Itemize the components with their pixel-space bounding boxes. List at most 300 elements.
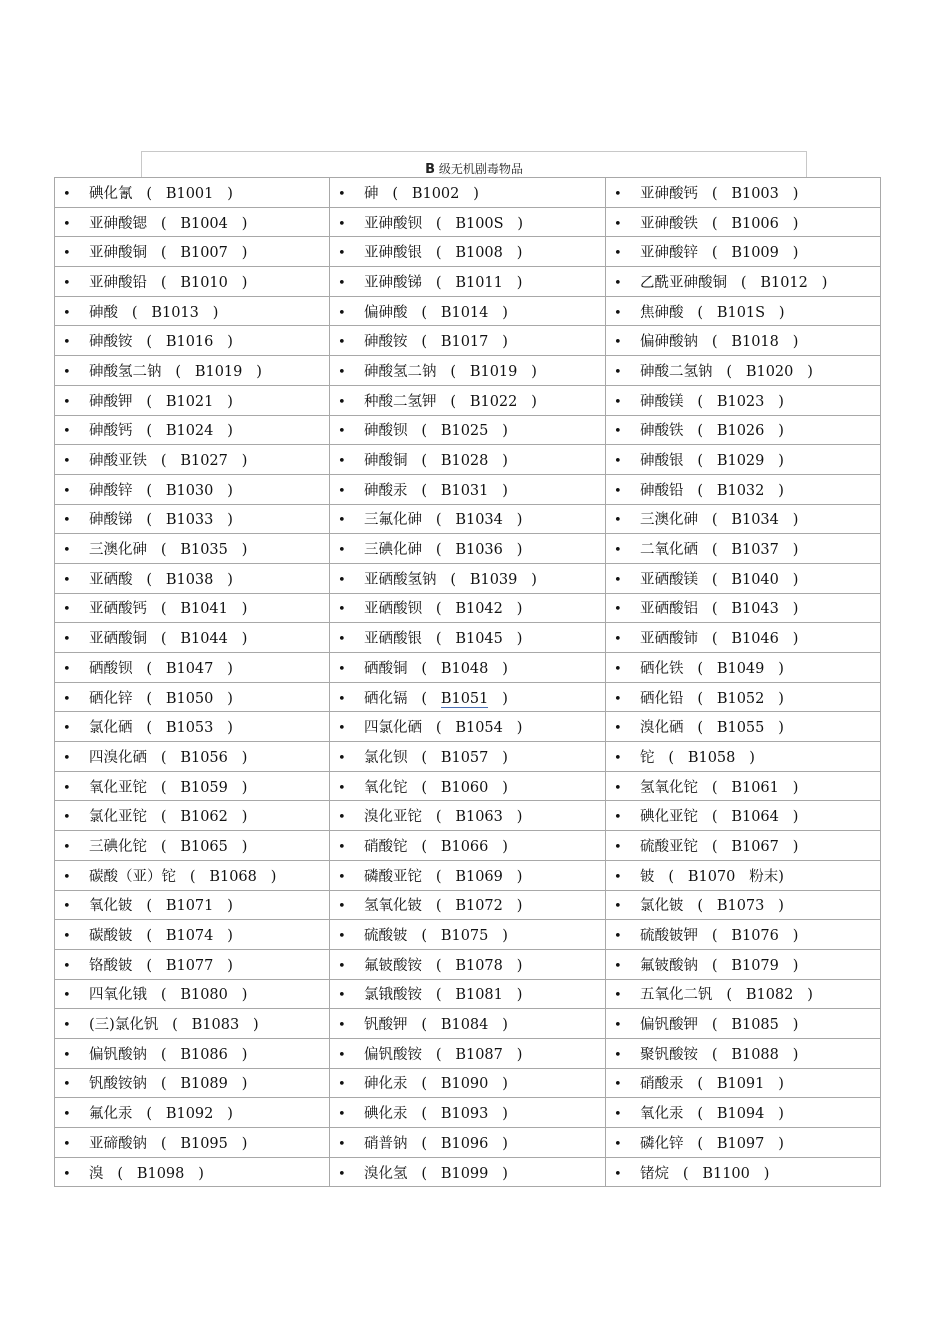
substance-name: 砷酸铵	[364, 334, 408, 351]
substance-name: 氢氧化铊	[640, 779, 698, 796]
substance-code: B1071	[165, 898, 214, 915]
table-cell: • 氯化铍 ( B1073 )	[606, 890, 881, 920]
bullet-icon: •	[338, 543, 346, 559]
table-cell: • 碘化亚铊 ( B1064 )	[606, 801, 881, 831]
table-cell: • 氢氧化铍 ( B1072 )	[330, 890, 606, 920]
table-body	[55, 178, 881, 1187]
bullet-icon: •	[63, 216, 71, 232]
table-row	[55, 1098, 881, 1128]
substance-name: 四氯化硒	[364, 720, 422, 737]
substance-code: B1019	[469, 363, 518, 380]
substance-name: 砷酸汞	[364, 482, 408, 499]
substance-name: 乙酰亚砷酸铜	[640, 274, 727, 291]
bullet-icon: •	[63, 988, 71, 1004]
substance-name: 亚砷酸锌	[640, 245, 698, 262]
bullet-icon: •	[63, 246, 71, 262]
table-row	[55, 801, 881, 831]
substance-code: B1013	[151, 304, 199, 321]
substance-name: 砷酸氢二钠	[364, 363, 437, 380]
substance-name: 亚碲酸钠	[89, 1135, 147, 1152]
substance-code: B1090	[440, 1076, 489, 1093]
table-cell: • 亚砷酸铜 ( B1007 )	[55, 237, 330, 267]
substance-name: 铬酸铍	[89, 957, 133, 974]
substance-name: 聚钒酸铵	[640, 1046, 698, 1063]
substance-code: B1088	[731, 1046, 779, 1063]
table-cell: • 氯化钡 ( B1057 )	[330, 742, 606, 772]
bullet-icon: •	[338, 246, 346, 262]
bullet-icon: •	[338, 810, 346, 826]
table-cell: • 砷酸钙 ( B1024 )	[55, 415, 330, 445]
substance-code: B1057	[440, 749, 489, 766]
bullet-icon: •	[338, 721, 346, 737]
table-cell: • 亚砷酸锑 ( B1011 )	[330, 267, 606, 297]
table-cell: • 溴 ( B1098 )	[55, 1157, 330, 1187]
bullet-icon: •	[63, 958, 71, 974]
table-cell: • 三碘化砷 ( B1036 )	[330, 534, 606, 564]
table-cell: • 偏钒酸钠 ( B1086 )	[55, 1038, 330, 1068]
substance-name: 溴化亚铊	[364, 809, 422, 826]
table-cell: • 溴化亚铊 ( B1063 )	[330, 801, 606, 831]
bullet-icon: •	[338, 394, 346, 410]
substance-name: 钒酸铵钠	[89, 1076, 147, 1093]
substance-name: 亚砷酸钡	[364, 215, 422, 232]
bullet-icon: •	[63, 1047, 71, 1063]
substance-code: B1036	[455, 542, 503, 559]
table-cell: • 种酸二氢钾 ( B1022 )	[330, 385, 606, 415]
table-cell: • 硒化铅 ( B1052 )	[606, 682, 881, 712]
substance-name: 碘化汞	[364, 1106, 408, 1123]
substance-name: 砷酸亚铁	[89, 453, 147, 470]
table-cell: • 亚砷酸锌 ( B1009 )	[606, 237, 881, 267]
substance-name: 硫酸铍	[364, 928, 408, 945]
substance-code: B1016	[165, 334, 214, 351]
substance-name: 亚硒酸	[89, 571, 133, 588]
substance-note: 粉末)	[749, 868, 784, 885]
table-cell: • 硝普钠 ( B1096 )	[330, 1128, 606, 1158]
bullet-icon: •	[63, 869, 71, 885]
bullet-icon: •	[338, 483, 346, 499]
bullet-icon: •	[614, 839, 622, 855]
table-cell: • 氯锇酸铵 ( B1081 )	[330, 979, 606, 1009]
substance-name: 三澳化砷	[640, 512, 698, 529]
substance-code: B1051	[440, 690, 489, 707]
substance-name: 氧化铍	[89, 898, 133, 915]
bullet-icon: •	[614, 602, 622, 618]
substance-code: B1017	[440, 334, 489, 351]
substance-code: B1100	[702, 1165, 750, 1182]
table-cell: • 亚硒酸铝 ( B1043 )	[606, 593, 881, 623]
substance-name: 砷酸氢二钠	[89, 363, 162, 380]
substance-code: B1011	[455, 274, 503, 291]
table-cell: • 铬酸铍 ( B1077 )	[55, 949, 330, 979]
table-row	[55, 712, 881, 742]
bullet-icon: •	[63, 543, 71, 559]
table-cell: • 硝酸汞 ( B1091 )	[606, 1068, 881, 1098]
bullet-icon: •	[63, 275, 71, 291]
substance-name: 三氟化砷	[364, 512, 422, 529]
bullet-icon: •	[614, 958, 622, 974]
substance-name: 三碘化砷	[364, 542, 422, 559]
table-cell: • 氟化汞 ( B1092 )	[55, 1098, 330, 1128]
table-cell: • (三)氯化钒 ( B1083 )	[55, 1009, 330, 1039]
substance-code: B1095	[180, 1135, 228, 1152]
bullet-icon: •	[63, 454, 71, 470]
substance-name: 亚砷酸钙	[640, 185, 698, 202]
substance-code: B1034	[455, 512, 503, 529]
bullet-icon: •	[338, 988, 346, 1004]
table-cell: • 砷酸钾 ( B1021 )	[55, 385, 330, 415]
substance-code: B1002	[411, 185, 460, 202]
bullet-icon: •	[614, 1136, 622, 1152]
table-cell: • 砷酸银 ( B1029 )	[606, 445, 881, 475]
table-cell: • 亚硒酸镁 ( B1040 )	[606, 563, 881, 593]
substance-code: B1025	[440, 423, 489, 440]
table-row	[55, 593, 881, 623]
table-cell: • 偏钒酸铵 ( B1087 )	[330, 1038, 606, 1068]
bullet-icon: •	[63, 750, 71, 766]
table-cell: • 砷酸铅 ( B1032 )	[606, 474, 881, 504]
bullet-icon: •	[614, 186, 622, 202]
substance-name: 亚砷酸铁	[640, 215, 698, 232]
substance-code: B1009	[731, 245, 779, 262]
bullet-icon: •	[63, 661, 71, 677]
bullet-icon: •	[63, 691, 71, 707]
substance-name: 硒化铁	[640, 660, 684, 677]
table-cell: • 砷酸铵 ( B1017 )	[330, 326, 606, 356]
table-row	[55, 890, 881, 920]
substance-code: B1021	[165, 393, 214, 410]
substance-name: 亚硒酸银	[364, 631, 422, 648]
substance-code: B1019	[194, 363, 243, 380]
bullet-icon: •	[338, 364, 346, 380]
table-row	[55, 920, 881, 950]
bullet-icon: •	[338, 1107, 346, 1123]
bullet-icon: •	[63, 1166, 71, 1182]
substance-name: 氯化钡	[364, 749, 408, 766]
bullet-icon: •	[614, 929, 622, 945]
table-cell: • 聚钒酸铵 ( B1088 )	[606, 1038, 881, 1068]
substance-code: B1082	[745, 987, 794, 1004]
bullet-icon: •	[338, 1166, 346, 1182]
table-cell: • 磷酸亚铊 ( B1069 )	[330, 860, 606, 890]
substance-name: 砷酸铁	[640, 423, 684, 440]
substance-name: 硝酸铊	[364, 838, 408, 855]
substance-code: B1050	[165, 690, 214, 707]
table-cell: • 氧化铍 ( B1071 )	[55, 890, 330, 920]
substance-code: B1014	[440, 304, 489, 321]
substance-code: B1054	[455, 720, 503, 737]
table-cell: • 碘化氰 ( B1001 )	[55, 178, 330, 208]
substance-code: B1058	[687, 749, 736, 766]
table-row	[55, 207, 881, 237]
table-cell: • 硫酸铍钾 ( B1076 )	[606, 920, 881, 950]
substance-code: B1080	[180, 987, 228, 1004]
table-cell: • 三澳化砷 ( B1035 )	[55, 534, 330, 564]
substance-code: B100S	[455, 215, 504, 232]
substance-code: B1096	[440, 1135, 489, 1152]
substance-code: B1037	[731, 542, 779, 559]
bullet-icon: •	[614, 335, 622, 351]
table-row	[55, 1128, 881, 1158]
table-cell: • 硒化镉 ( B1051 )	[330, 682, 606, 712]
substance-name: 硫酸亚铊	[640, 838, 698, 855]
substance-code: B1024	[165, 423, 214, 440]
substance-code: B1049	[716, 660, 765, 677]
bullet-icon: •	[614, 1107, 622, 1123]
table-row	[55, 563, 881, 593]
table-cell: • 砷酸铜 ( B1028 )	[330, 445, 606, 475]
bullet-icon: •	[614, 661, 622, 677]
substance-name: 碘化亚铊	[640, 809, 698, 826]
substance-name: 亚砷酸铅	[89, 274, 147, 291]
substance-code: B1008	[455, 245, 503, 262]
table-cell: • 亚砷酸铁 ( B1006 )	[606, 207, 881, 237]
bullet-icon: •	[614, 543, 622, 559]
substance-code: B1028	[440, 453, 489, 470]
table-cell: • 亚硒酸 ( B1038 )	[55, 563, 330, 593]
substance-name: 碘化氰	[89, 185, 133, 202]
substance-name: 亚硒酸镁	[640, 571, 698, 588]
bullet-icon: •	[338, 1136, 346, 1152]
bullet-icon: •	[614, 216, 622, 232]
substance-name: 氢氧化铍	[364, 898, 422, 915]
substance-name: 氧化汞	[640, 1106, 684, 1123]
table-cell: • 砷酸铁 ( B1026 )	[606, 415, 881, 445]
table-cell: • 砷酸氢二钠 ( B1019 )	[55, 356, 330, 386]
substance-code: B1047	[165, 660, 214, 677]
substance-code: B1035	[180, 542, 228, 559]
substance-code: B1078	[455, 957, 503, 974]
table-cell: • 砷酸汞 ( B1031 )	[330, 474, 606, 504]
bullet-icon: •	[63, 1107, 71, 1123]
table-row	[55, 237, 881, 267]
bullet-icon: •	[614, 572, 622, 588]
bullet-icon: •	[614, 750, 622, 766]
table-cell: • 硒化锌 ( B1050 )	[55, 682, 330, 712]
substance-name: 溴	[89, 1165, 104, 1182]
substance-code: B1045	[455, 631, 503, 648]
substance-name: 砷酸银	[640, 453, 684, 470]
substance-code: B1075	[440, 928, 489, 945]
substance-code: B1070	[687, 868, 736, 885]
title-text: 级无机剧毒物品	[438, 162, 523, 176]
substance-name: 亚硒酸钡	[364, 601, 422, 618]
substance-name: 溴化氢	[364, 1165, 408, 1182]
bullet-icon: •	[614, 869, 622, 885]
table-cell: • 铊 ( B1058 )	[606, 742, 881, 772]
substance-code: B1081	[455, 987, 503, 1004]
substance-name: 砷酸铜	[364, 453, 408, 470]
table-cell: • 五氧化二钒 ( B1082 )	[606, 979, 881, 1009]
bullet-icon: •	[63, 364, 71, 380]
table-row	[55, 504, 881, 534]
substance-name: 三碘化铊	[89, 838, 147, 855]
table-cell: • 砷酸钡 ( B1025 )	[330, 415, 606, 445]
bullet-icon: •	[614, 394, 622, 410]
substance-name: 三澳化砷	[89, 542, 147, 559]
substance-code: B1092	[165, 1106, 214, 1123]
table-row	[55, 949, 881, 979]
bullet-icon: •	[63, 513, 71, 529]
table-cell: • 锗烷 ( B1100 )	[606, 1157, 881, 1187]
table-cell: • 亚硒酸钙 ( B1041 )	[55, 593, 330, 623]
bullet-icon: •	[338, 929, 346, 945]
bullet-icon: •	[614, 454, 622, 470]
table-cell: • 四氧化锇 ( B1080 )	[55, 979, 330, 1009]
substance-name: 偏钒酸铵	[364, 1046, 422, 1063]
substance-name: 磷酸亚铊	[364, 868, 422, 885]
bullet-icon: •	[63, 899, 71, 915]
substance-code: B1086	[180, 1046, 228, 1063]
table-cell: • 氧化亚铊 ( B1059 )	[55, 771, 330, 801]
bullet-icon: •	[614, 1047, 622, 1063]
substance-code: B1046	[731, 631, 779, 648]
substance-code: B1085	[731, 1017, 779, 1034]
table-cell: • 乙酰亚砷酸铜 ( B1012 )	[606, 267, 881, 297]
substance-code: B1098	[136, 1165, 185, 1182]
substance-code: B1034	[731, 512, 779, 529]
table-cell: • 硫酸铍 ( B1075 )	[330, 920, 606, 950]
table-cell: • 砷 ( B1002 )	[330, 178, 606, 208]
table-cell: • 偏钒酸钾 ( B1085 )	[606, 1009, 881, 1039]
table-cell: • 三碘化铊 ( B1065 )	[55, 831, 330, 861]
substance-name: 氯化铍	[640, 898, 684, 915]
table-row	[55, 178, 881, 208]
table-cell: • 碳酸（亚）铊 ( B1068 )	[55, 860, 330, 890]
bullet-icon: •	[63, 572, 71, 588]
bullet-icon: •	[338, 275, 346, 291]
substance-code: B1087	[455, 1046, 503, 1063]
bullet-icon: •	[614, 1077, 622, 1093]
substance-name: 氟铍酸钠	[640, 957, 698, 974]
table-row	[55, 1068, 881, 1098]
substance-name: 砷酸二氢钠	[640, 363, 713, 380]
table-cell: • 亚砷酸锶 ( B1004 )	[55, 207, 330, 237]
table-cell: • 碘化汞 ( B1093 )	[330, 1098, 606, 1128]
substance-code: B1030	[165, 482, 214, 499]
table-cell: • 亚硒酸铈 ( B1046 )	[606, 623, 881, 653]
bullet-icon: •	[63, 721, 71, 737]
substance-code: B1010	[180, 274, 228, 291]
bullet-icon: •	[614, 424, 622, 440]
bullet-icon: •	[338, 513, 346, 529]
substance-name: 硝酸汞	[640, 1076, 684, 1093]
bullet-icon: •	[614, 1018, 622, 1034]
bullet-icon: •	[614, 988, 622, 1004]
substance-name: 砷酸钙	[89, 423, 133, 440]
table-cell: • 氧化铊 ( B1060 )	[330, 771, 606, 801]
table-row	[55, 979, 881, 1009]
bullet-icon: •	[614, 632, 622, 648]
substance-code: B1077	[165, 957, 214, 974]
substance-name: 砷酸铵	[89, 334, 133, 351]
table-cell: • 溴化氢 ( B1099 )	[330, 1157, 606, 1187]
bullet-icon: •	[63, 1077, 71, 1093]
substance-name: 硒酸钡	[89, 660, 133, 677]
substance-code: B1068	[209, 868, 257, 885]
table-row	[55, 534, 881, 564]
substance-code: B1089	[180, 1076, 228, 1093]
table-cell: • 砷酸铵 ( B1016 )	[55, 326, 330, 356]
substance-code: B1001	[165, 185, 214, 202]
substance-name: 亚硒酸铈	[640, 631, 698, 648]
table-row	[55, 296, 881, 326]
table-cell: • 硫酸亚铊 ( B1067 )	[606, 831, 881, 861]
table-cell: • 砷酸镁 ( B1023 )	[606, 385, 881, 415]
substance-name: 硒化锌	[89, 690, 133, 707]
table-cell: • 三澳化砷 ( B1034 )	[606, 504, 881, 534]
substance-name: 偏砷酸	[364, 304, 408, 321]
substance-code: B1027	[180, 453, 228, 470]
table-cell: • 偏砷酸钠 ( B1018 )	[606, 326, 881, 356]
table-cell: • 亚碲酸钠 ( B1095 )	[55, 1128, 330, 1158]
substance-code: B1063	[455, 809, 503, 826]
substance-name: 五氧化二钒	[640, 987, 713, 1004]
substance-code: B1033	[165, 512, 214, 529]
table-cell: • 四氯化硒 ( B1054 )	[330, 712, 606, 742]
substance-code: B1022	[469, 393, 518, 410]
bullet-icon: •	[63, 780, 71, 796]
substance-name: 硝普钠	[364, 1135, 408, 1152]
bullet-icon: •	[338, 632, 346, 648]
bullet-icon: •	[338, 661, 346, 677]
bullet-icon: •	[338, 1047, 346, 1063]
table-cell: • 二氧化硒 ( B1037 )	[606, 534, 881, 564]
substance-name: (三)氯化钒	[89, 1017, 159, 1034]
substance-code: B1097	[716, 1135, 765, 1152]
table-row	[55, 356, 881, 386]
substance-name: 碳酸铍	[89, 928, 133, 945]
substance-code: B1006	[731, 215, 779, 232]
substance-code: B1042	[455, 601, 503, 618]
substance-name: 砷酸锑	[89, 512, 133, 529]
bullet-icon: •	[338, 958, 346, 974]
table-cell: • 碳酸铍 ( B1074 )	[55, 920, 330, 950]
bullet-icon: •	[614, 275, 622, 291]
table-cell: • 亚硒酸银 ( B1045 )	[330, 623, 606, 653]
substance-name: 氧化亚铊	[89, 779, 147, 796]
substance-code: B1065	[180, 838, 228, 855]
table-cell: • 砷酸亚铁 ( B1027 )	[55, 445, 330, 475]
substance-code: B1084	[440, 1017, 489, 1034]
substance-name: 亚硒酸钙	[89, 601, 147, 618]
substance-code: B1003	[731, 185, 779, 202]
bullet-icon: •	[338, 335, 346, 351]
substance-code: B101S	[716, 304, 766, 321]
substance-name: 氯锇酸铵	[364, 987, 422, 1004]
table-row	[55, 415, 881, 445]
table-cell: • 砷酸二氢钠 ( B1020 )	[606, 356, 881, 386]
bullet-icon: •	[338, 454, 346, 470]
substance-name: 硫酸铍钾	[640, 928, 698, 945]
table-row	[55, 682, 881, 712]
substance-code: B1052	[716, 690, 765, 707]
table-cell: • 四溴化硒 ( B1056 )	[55, 742, 330, 772]
table-cell: • 亚砷酸银 ( B1008 )	[330, 237, 606, 267]
bullet-icon: •	[338, 602, 346, 618]
substance-code: B1076	[731, 928, 779, 945]
substance-code: B1064	[731, 809, 779, 826]
substance-name: 偏钒酸钾	[640, 1017, 698, 1034]
substance-name: 磷化锌	[640, 1135, 684, 1152]
substance-name: 亚硒酸氢钠	[364, 571, 437, 588]
table-cell: • 偏砷酸 ( B1014 )	[330, 296, 606, 326]
bullet-icon: •	[614, 899, 622, 915]
bullet-icon: •	[338, 839, 346, 855]
bullet-icon: •	[63, 483, 71, 499]
substance-name: 四溴化硒	[89, 749, 147, 766]
substance-code: B1039	[469, 571, 518, 588]
